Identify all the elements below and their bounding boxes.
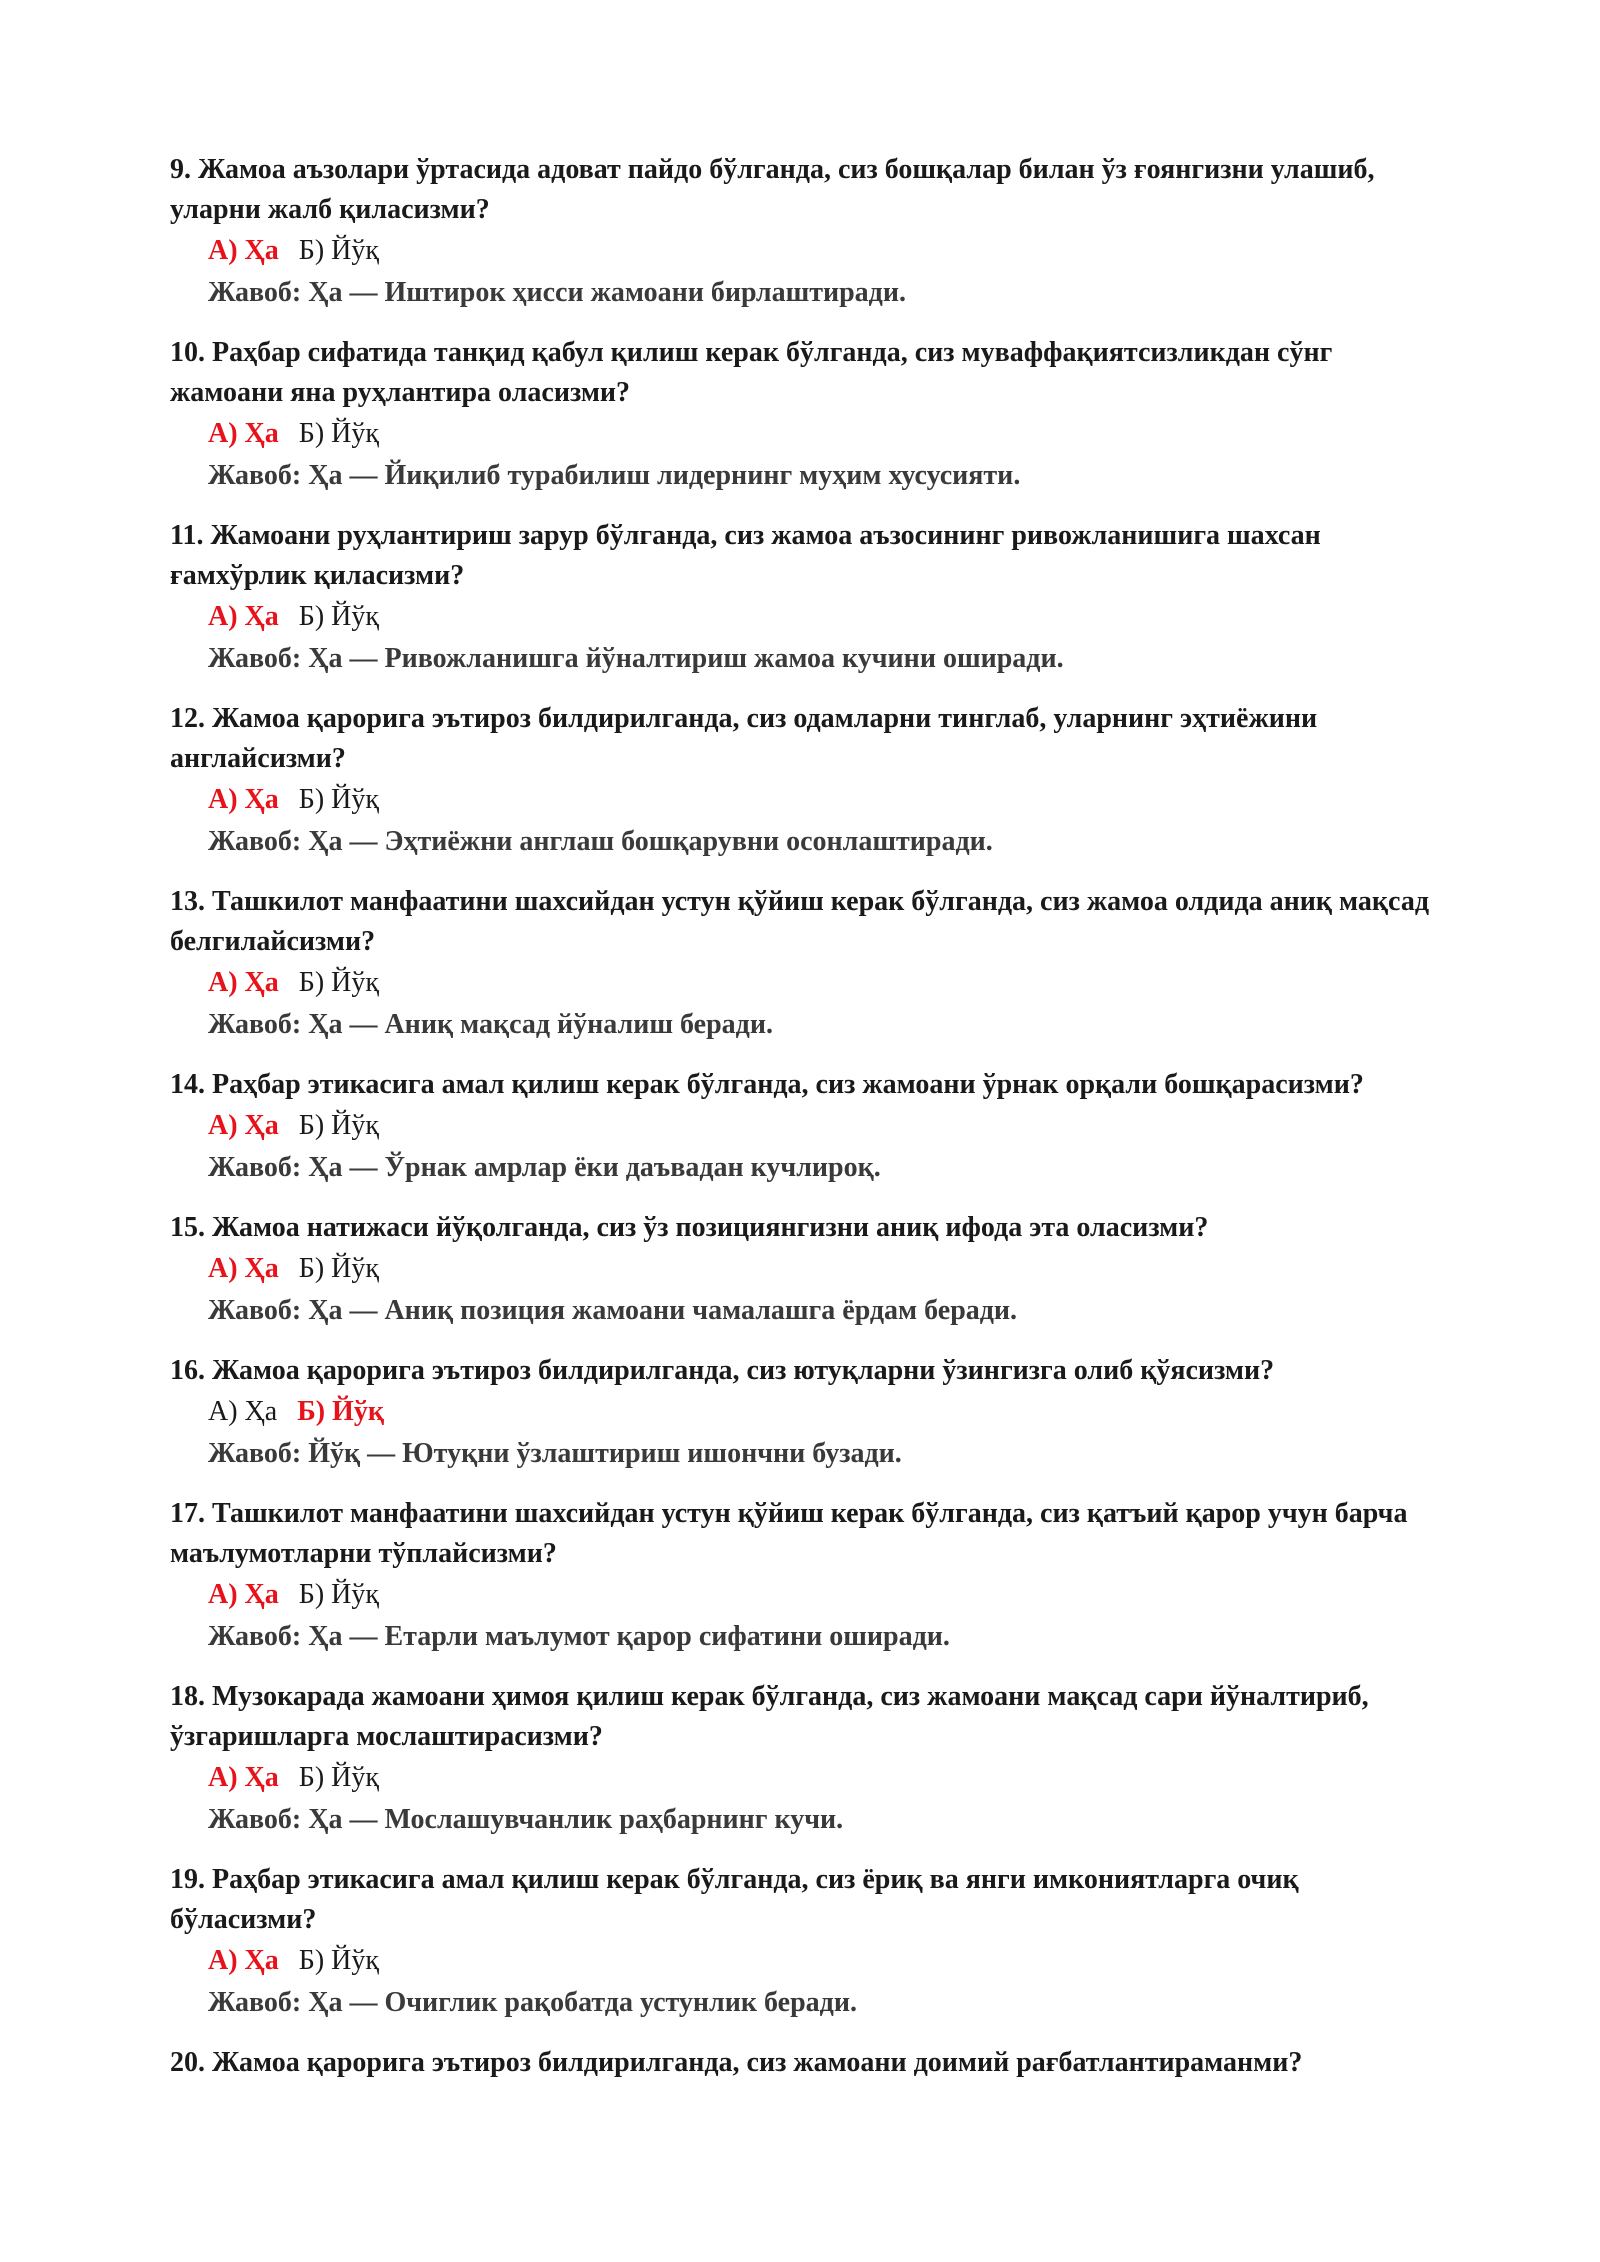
question-text: 11. Жамоани руҳлантириш зарур бўлганда, сиз жамоа аъзосининг ривожланишига шахсан ғамхўрлик қиласизми? bbox=[170, 520, 1321, 591]
question-text: 10. Раҳбар сифатида танқид қабул қилиш керак бўлганда, сиз муваффақиятсизликдан сўнг жамоани яна руҳлантира оласизми? bbox=[170, 337, 1333, 408]
question-block bbox=[170, 333, 1440, 497]
question-block bbox=[170, 1860, 1440, 2024]
option-b: Б) Йўқ bbox=[298, 1762, 379, 1793]
answer-explanation: Жавоб: Ҳа — Ривожланишга йўналтириш жамоа кучини оширади. bbox=[208, 643, 1064, 674]
answer-explanation: Жавоб: Ҳа — Аниқ позиция жамоани чамалашга ёрдам беради. bbox=[208, 1295, 1018, 1326]
option-a: А) Ҳа bbox=[208, 1762, 279, 1793]
question-block bbox=[170, 1677, 1440, 1841]
answer-options bbox=[208, 596, 1440, 638]
option-b: Б) Йўқ bbox=[298, 418, 379, 449]
answer-options bbox=[208, 413, 1440, 455]
option-a: А) Ҳа bbox=[208, 784, 279, 815]
question-text-20: 20. Жамоа қарорига эътироз билдирилганда, сиз жамоани доимий рағбатлантираманми? bbox=[170, 2047, 1303, 2078]
question-block bbox=[170, 1494, 1440, 1658]
answer-options bbox=[208, 1248, 1440, 1290]
answer-explanation: Жавоб: Ҳа — Иштирок ҳисси жамоани бирлаштиради. bbox=[208, 277, 906, 308]
answer-explanation: Жавоб: Ҳа — Эҳтиёжни англаш бошқарувни осонлаштиради. bbox=[208, 826, 993, 857]
answer-options bbox=[208, 1574, 1440, 1616]
question-text: 16. Жамоа қарорига эътироз билдирилганда, сиз ютуқларни ўзингизга олиб қўясизми? bbox=[170, 1355, 1275, 1386]
answer-explanation: Жавоб: Ҳа — Йиқилиб турабилиш лидернинг муҳим хусусияти. bbox=[208, 460, 1021, 491]
option-b: Б) Йўқ bbox=[298, 1110, 379, 1141]
answer-options bbox=[208, 962, 1440, 1004]
option-a: А) Ҳа bbox=[208, 1579, 279, 1610]
question-text: 14. Раҳбар этикасига амал қилиш керак бўлганда, сиз жамоани ўрнак орқали бошқарасизми? bbox=[170, 1069, 1364, 1100]
question-block bbox=[170, 516, 1440, 680]
question-text: 9. Жамоа аъзолари ўртасида адоват пайдо бўлганда, сиз бошқалар билан ўз ғоянгизни улашиб, уларни жалб қиласизми? bbox=[170, 154, 1375, 225]
option-b: Б) Йўқ bbox=[298, 1253, 379, 1284]
option-a: А) Ҳа bbox=[208, 1110, 279, 1141]
question-block bbox=[170, 1065, 1440, 1189]
answer-explanation: Жавоб: Ҳа — Етарли маълумот қарор сифатини оширади. bbox=[208, 1621, 950, 1652]
question-text: 12. Жамоа қарорига эътироз билдирилганда, сиз одамларни тинглаб, уларнинг эҳтиёжини англайсизми? bbox=[170, 703, 1318, 774]
option-a: А) Ҳа bbox=[208, 967, 279, 998]
answer-explanation: Жавоб: Ҳа — Аниқ мақсад йўналиш беради. bbox=[208, 1009, 773, 1040]
answer-options bbox=[208, 1105, 1440, 1147]
document-page bbox=[170, 150, 1440, 2083]
question-block bbox=[170, 882, 1440, 1046]
option-b: Б) Йўқ bbox=[298, 1579, 379, 1610]
option-b: Б) Йўқ bbox=[298, 1945, 379, 1976]
question-text: 15. Жамоа натижаси йўқолганда, сиз ўз позициянгизни аниқ ифода эта оласизми? bbox=[170, 1212, 1209, 1243]
answer-explanation: Жавоб: Ҳа — Очиглик рақобатда устунлик беради. bbox=[208, 1987, 857, 2018]
answer-options bbox=[208, 230, 1440, 272]
option-a: А) Ҳа bbox=[208, 1396, 278, 1427]
option-b: Б) Йўқ bbox=[298, 967, 379, 998]
question-block bbox=[170, 699, 1440, 863]
option-b: Б) Йўқ bbox=[298, 601, 379, 632]
option-b: Б) Йўқ bbox=[297, 1396, 384, 1427]
answer-options bbox=[208, 1940, 1440, 1982]
option-a: А) Ҳа bbox=[208, 1945, 279, 1976]
answer-explanation: Жавоб: Йўқ — Ютуқни ўзлаштириш ишончни бузади. bbox=[208, 1438, 902, 1469]
answer-options bbox=[208, 1391, 1440, 1433]
option-a: А) Ҳа bbox=[208, 418, 279, 449]
option-b: Б) Йўқ bbox=[298, 784, 379, 815]
answer-options bbox=[208, 1757, 1440, 1799]
question-text: 17. Ташкилот манфаатини шахсийдан устун қўйиш керак бўлганда, сиз қатъий қарор учун барча маълумотларни тўплайсизми? bbox=[170, 1498, 1408, 1569]
answer-options bbox=[208, 779, 1440, 821]
option-a: А) Ҳа bbox=[208, 235, 279, 266]
question-block bbox=[170, 1351, 1440, 1475]
question-block bbox=[170, 150, 1440, 314]
question-block bbox=[170, 1208, 1440, 1332]
answer-explanation: Жавоб: Ҳа — Мослашувчанлик раҳбарнинг кучи. bbox=[208, 1804, 844, 1835]
answer-explanation: Жавоб: Ҳа — Ўрнак амрлар ёки даъвадан кучлироқ. bbox=[208, 1152, 881, 1183]
option-b: Б) Йўқ bbox=[298, 235, 379, 266]
option-a: А) Ҳа bbox=[208, 601, 279, 632]
question-text: 18. Музокарада жамоани ҳимоя қилиш керак бўлганда, сиз жамоани мақсад сари йўналтириб, ўзгаришларга мослаштирасизми? bbox=[170, 1681, 1369, 1752]
question-list bbox=[170, 150, 1440, 2024]
question-text: 19. Раҳбар этикасига амал қилиш керак бўлганда, сиз ёриқ ва янги имкониятларга очиқ бўласизми? bbox=[170, 1864, 1299, 1935]
option-a: А) Ҳа bbox=[208, 1253, 279, 1284]
question-text: 13. Ташкилот манфаатини шахсийдан устун қўйиш керак бўлганда, сиз жамоа олдида аниқ мақсад белгилайсизми? bbox=[170, 886, 1429, 957]
